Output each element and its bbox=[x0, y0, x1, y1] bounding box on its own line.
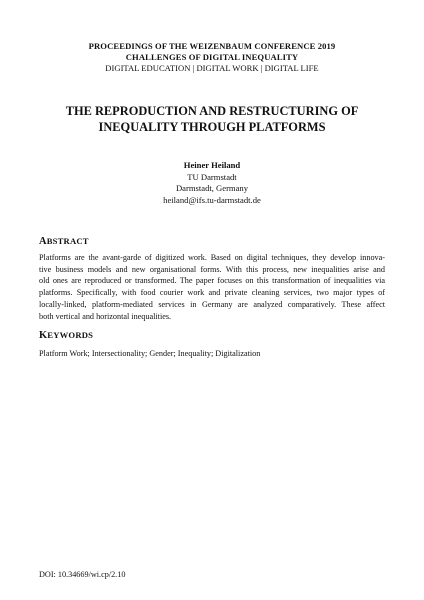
author-email: heiland@ifs.tu-darmstadt.de bbox=[163, 194, 261, 205]
author-block bbox=[0, 160, 424, 206]
keywords-heading-rest: EYWORDS bbox=[47, 330, 94, 340]
abstract-line: locally-linked, platform-mediated services in Germany are analyzed comparatively. These affect bbox=[39, 299, 385, 309]
conference-header bbox=[0, 41, 424, 74]
abstract-text bbox=[39, 252, 385, 322]
conference-theme: CHALLENGES OF DIGITAL INEQUALITY bbox=[125, 52, 299, 62]
abstract-line: tive business models and new organisational forms. With this process, new inequalities arise and bbox=[39, 264, 385, 274]
abstract-line: platforms. Specifically, with food courier work and private cleaning services, two major types of bbox=[39, 288, 385, 298]
abstract-line: both vertical and horizontal inequalities. bbox=[39, 311, 172, 321]
keywords-heading bbox=[39, 330, 93, 341]
conference-name: PROCEEDINGS OF THE WEIZENBAUM CONFERENCE 2019 bbox=[88, 41, 336, 51]
conference-tracks: DIGITAL EDUCATION | DIGITAL WORK | DIGITAL LIFE bbox=[105, 63, 319, 73]
paper-title-line-1: THE REPRODUCTION AND RESTRUCTURING OF bbox=[65, 104, 359, 118]
abstract-heading-rest: BSTRACT bbox=[46, 236, 89, 246]
abstract-heading bbox=[39, 236, 89, 247]
author-name: Heiner Heiland bbox=[183, 160, 241, 170]
doi-footer: DOI: 10.34669/wi.cp/2.10 bbox=[39, 570, 126, 579]
author-affiliation: TU Darmstadt bbox=[187, 171, 237, 182]
paper-title bbox=[30, 103, 394, 135]
paper-title-line-2: INEQUALITY THROUGH PLATFORMS bbox=[98, 120, 326, 134]
abstract-line: Platforms are the avant-garde of digitized work. Based on digital techniques, they develop innova- bbox=[39, 253, 385, 262]
author-location: Darmstadt, Germany bbox=[175, 183, 249, 193]
keywords-text: Platform Work; Intersectionality; Gender; Inequality; Digitalization bbox=[39, 349, 261, 358]
keywords-heading-initial: K bbox=[39, 330, 48, 341]
abstract-heading-initial: A bbox=[39, 236, 47, 247]
abstract-line: old ones are reproduced or transformed. The paper focuses on this transformation of inequalities via bbox=[39, 276, 385, 286]
